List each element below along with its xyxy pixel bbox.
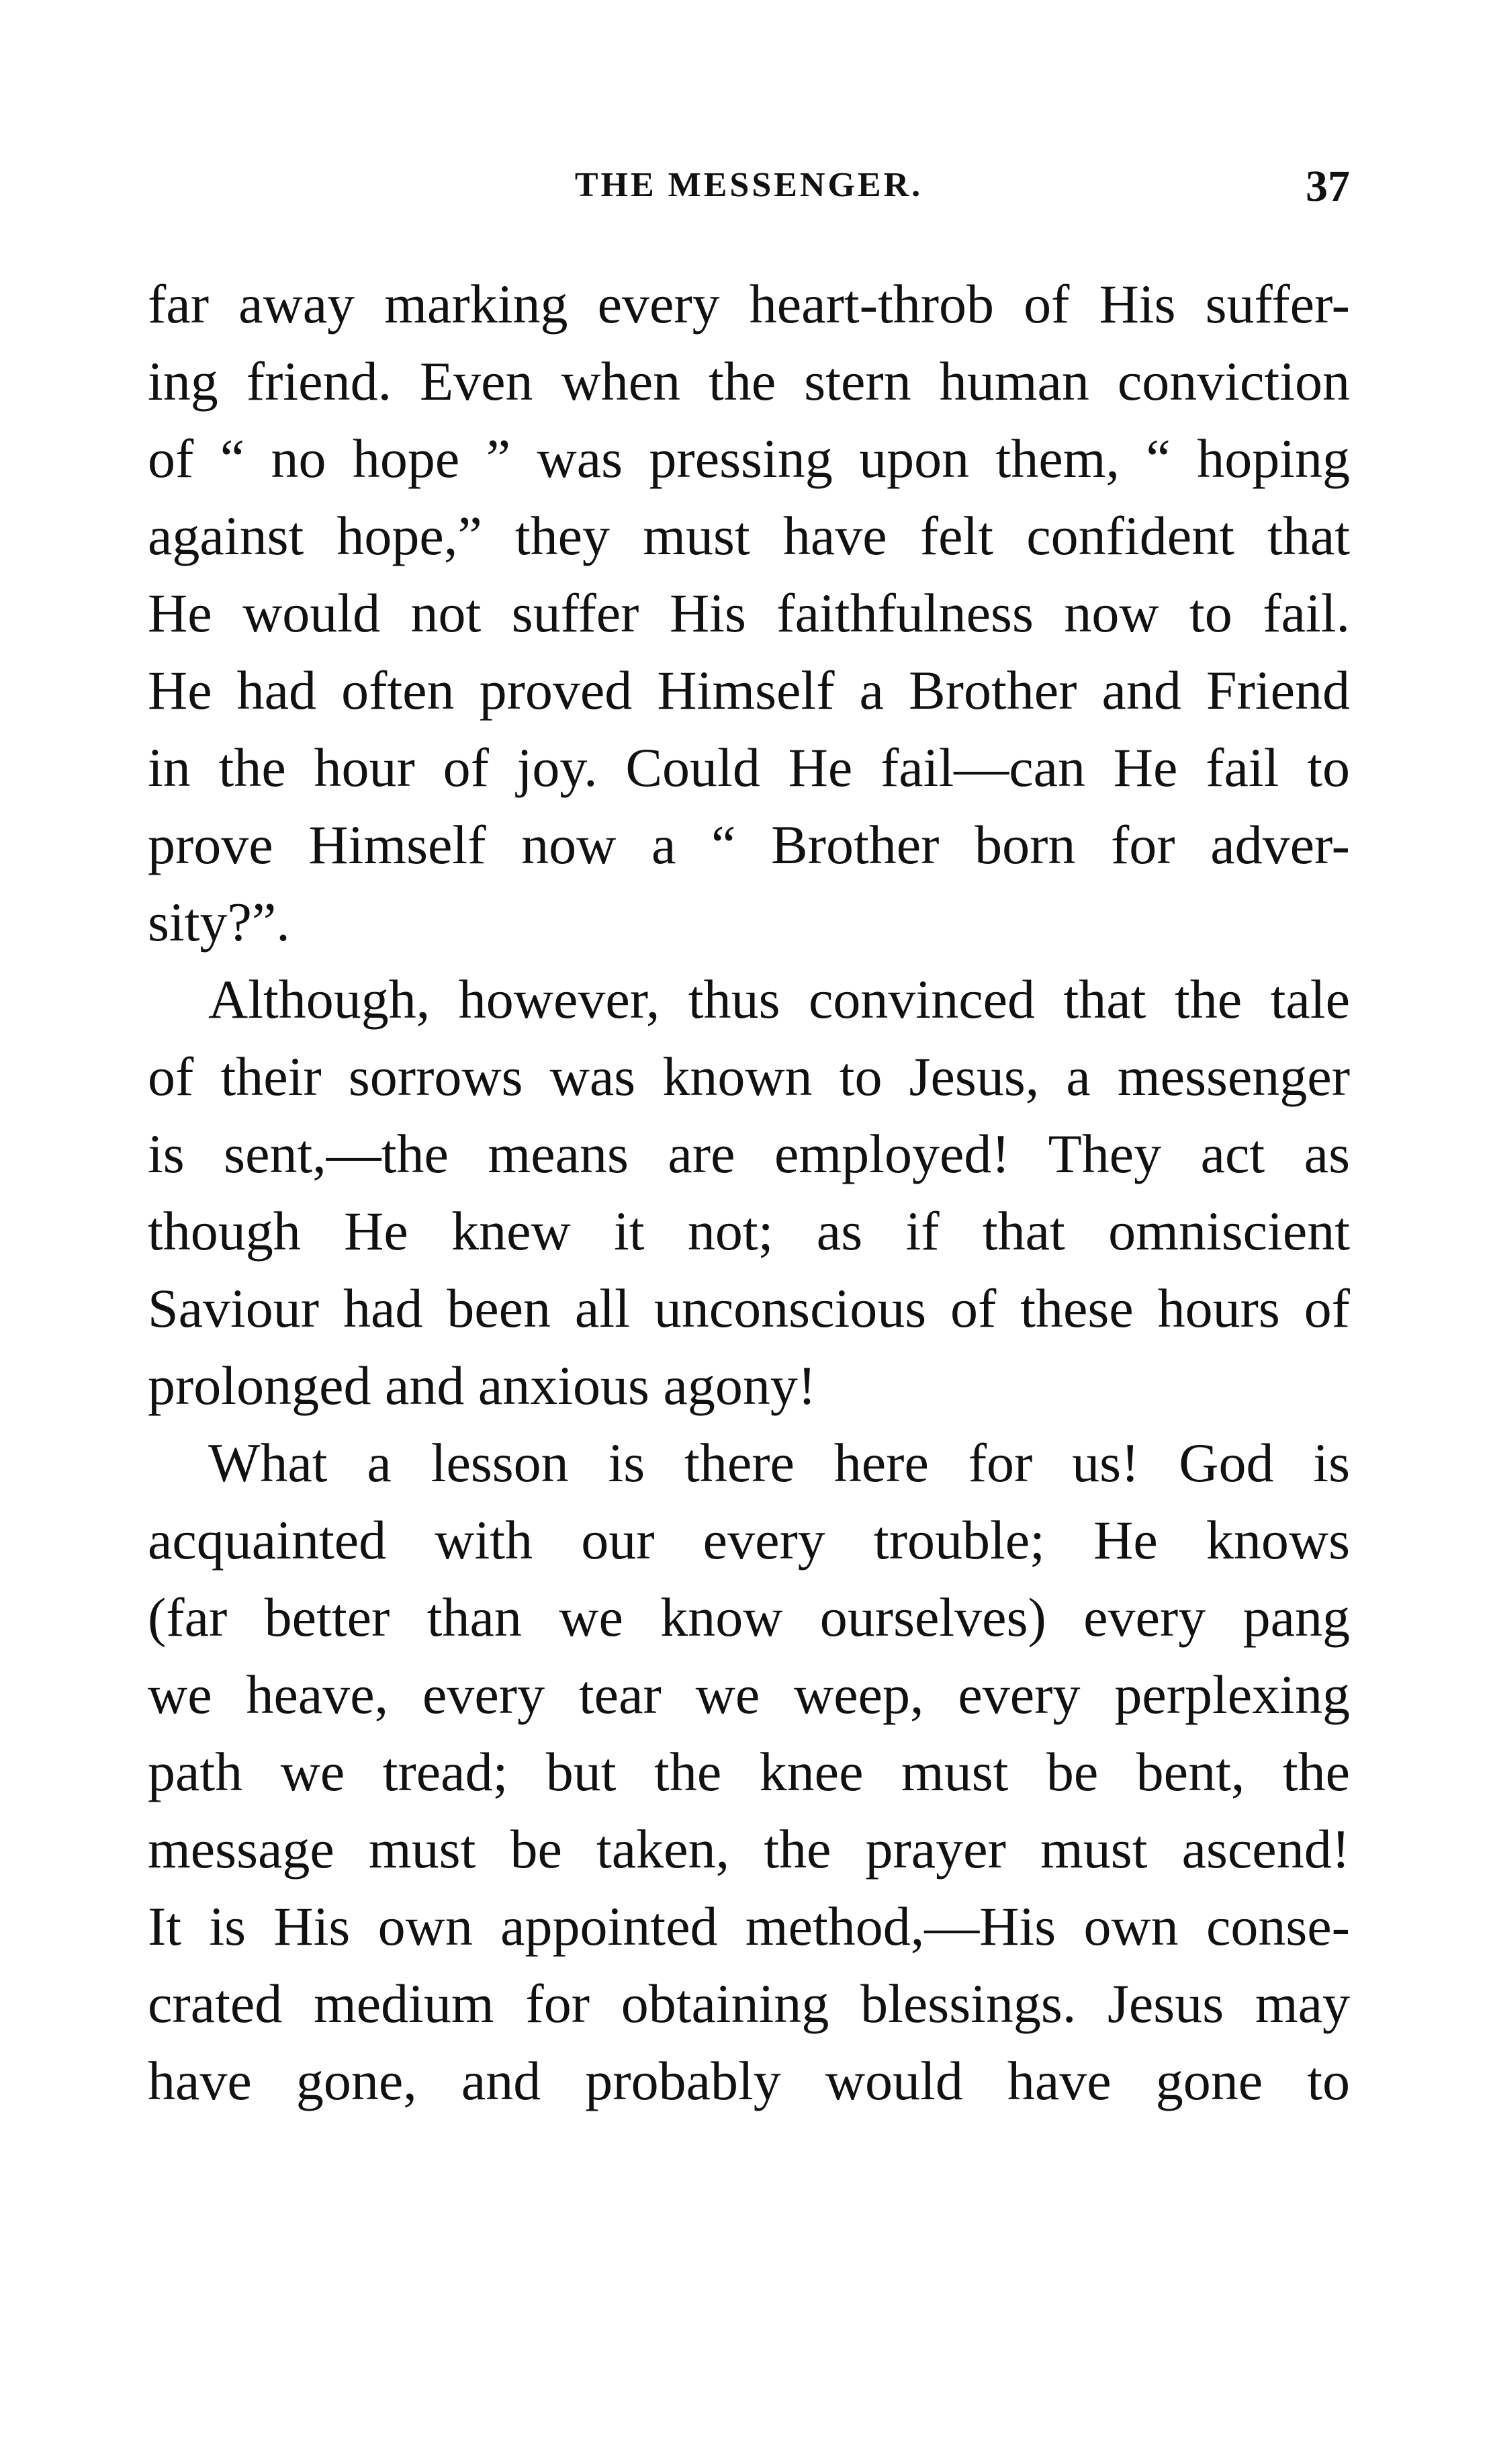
text-line: prolonged and anxious agony! — [148, 1355, 817, 1416]
text-line: crated medium for obtaining blessings. Jesus may — [148, 1973, 1350, 2034]
running-head — [148, 161, 1350, 215]
page-number: 37 — [1306, 162, 1350, 211]
text-line: though He knew it not; as if that omniscient — [148, 1200, 1350, 1262]
text-line: we heave, every tear we weep, every perplexing — [148, 1664, 1350, 1725]
text-line: have gone, and probably would have gone to — [148, 2050, 1350, 2111]
text-line: (far better than we know ourselves) every pang — [148, 1587, 1350, 1648]
text-line: It is His own appointed method,—His own conse- — [148, 1896, 1350, 1957]
text-line: message must be taken, the prayer must ascend! — [148, 1818, 1350, 1880]
text-line: He would not suffer His faithfulness now to fail. — [148, 582, 1350, 644]
text-line: is sent,—the means are employed! They act as — [148, 1123, 1350, 1184]
text-line: path we tread; but the knee must be bent, the — [148, 1741, 1350, 1802]
text-line: He had often proved Himself a Brother and Friend — [148, 660, 1350, 721]
text-line: in the hour of joy. Could He fail—can He fail to — [148, 737, 1350, 798]
text-line: prove Himself now a “ Brother born for adver- — [148, 814, 1350, 875]
text-line: ing friend. Even when the stern human conviction — [148, 351, 1350, 412]
body-text — [148, 265, 1350, 2119]
text-line: What a lesson is there here for us! God is — [208, 1432, 1350, 1493]
running-title: THE MESSENGER. — [574, 166, 923, 204]
text-line: acquainted with our every trouble; He knows — [148, 1509, 1350, 1571]
text-line: Saviour had been all unconscious of these hours of — [148, 1278, 1350, 1339]
text-line: against hope,” they must have felt confident that — [148, 505, 1350, 566]
text-line: sity?”. — [148, 891, 290, 953]
text-line: of “ no hope ” was pressing upon them, “ hoping — [148, 428, 1350, 489]
text-line: far away marking every heart-throb of His suffer- — [148, 273, 1350, 335]
text-line: of their sorrows was known to Jesus, a messenger — [148, 1046, 1350, 1107]
text-line: Although, however, thus convinced that the tale — [208, 969, 1350, 1030]
